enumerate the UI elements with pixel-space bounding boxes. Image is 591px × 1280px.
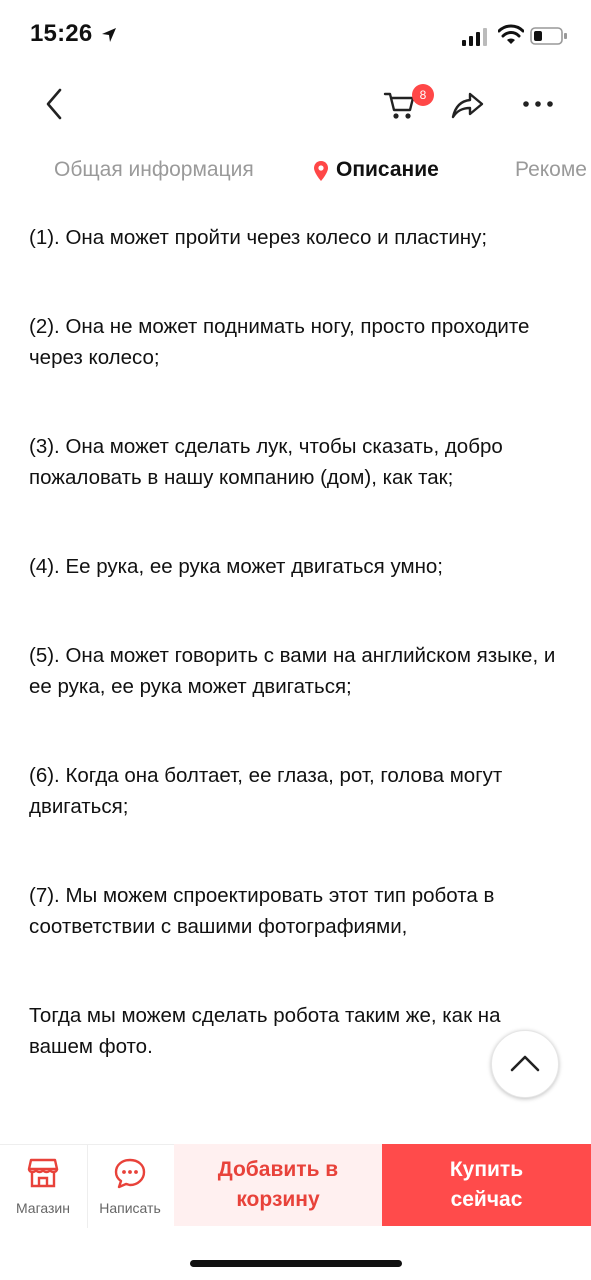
battery-icon <box>530 26 568 46</box>
tab-recommendations[interactable]: Рекоме <box>515 158 587 181</box>
chevron-up-icon <box>509 1051 541 1075</box>
wifi-icon <box>498 24 524 46</box>
description-paragraph: (7). Мы можем спроектировать этот тип робота в соответствии с вашими фотографиями, <box>29 884 495 938</box>
chat-label: Написать <box>99 1200 161 1216</box>
store-icon <box>26 1156 60 1190</box>
tab-general-info[interactable]: Общая информация <box>54 158 254 181</box>
buy-now-button[interactable] <box>382 1144 591 1226</box>
description-paragraph: (6). Когда она болтает, ее глаза, рот, голова могут двигаться; <box>29 764 503 818</box>
scroll-to-top-button[interactable] <box>491 1030 559 1098</box>
home-indicator <box>190 1260 402 1267</box>
tab-description[interactable]: Описание <box>336 158 439 181</box>
share-icon <box>450 88 486 122</box>
back-icon <box>38 86 74 122</box>
description-paragraph: (1). Она может пройти через колесо и пластину; <box>29 226 488 249</box>
store-button[interactable] <box>0 1144 86 1228</box>
add-to-cart-label: Добавить в корзину <box>217 1158 339 1211</box>
description-paragraph: (3). Она может сделать лук, чтобы сказать, добро пожаловать в нашу компанию (дом), как так; <box>29 435 503 489</box>
cart-count-badge: 8 <box>412 84 434 106</box>
more-button[interactable] <box>520 90 556 118</box>
share-button[interactable] <box>450 88 486 122</box>
description-paragraph: (4). Ее рука, ее рука может двигаться умно; <box>29 555 443 578</box>
location-arrow-icon <box>100 26 118 44</box>
description-paragraph: (2). Она не может поднимать ногу, просто проходите через колесо; <box>29 315 530 369</box>
description-content <box>29 222 569 1062</box>
buy-now-label: Купить сейчас <box>449 1158 524 1211</box>
add-to-cart-button[interactable] <box>174 1144 382 1226</box>
chat-icon <box>113 1156 147 1190</box>
store-label: Магазин <box>15 1200 70 1216</box>
chat-button[interactable] <box>88 1144 172 1228</box>
back-button[interactable] <box>38 86 74 122</box>
description-paragraph: (5). Она может говорить с вами на английском языке, и ее рука, ее рука может двигаться; <box>29 644 556 698</box>
more-icon <box>520 90 556 118</box>
description-paragraph: Тогда мы можем сделать робота таким же, как на вашем фото. <box>29 1004 501 1058</box>
signal-icon <box>462 28 490 46</box>
status-time: 15:26 <box>30 20 93 47</box>
pin-icon <box>312 160 330 182</box>
